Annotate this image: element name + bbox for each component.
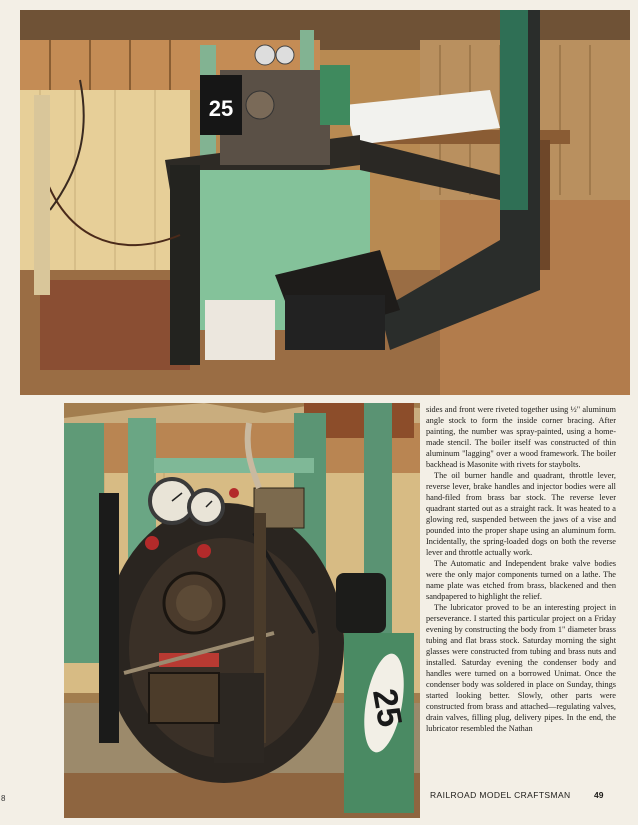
edge-page-mark: 8 xyxy=(1,794,6,803)
article-paragraph: The oil burner handle and quadrant, throttle lever, reverse lever, brake handles and injector bodies were all hand-filed from brass bar stock. The reverse lever quadrant started out as a straight rack. It was heated to a glowing red, suspended between the jaws of a vise and pounded into the proper shape using an aluminum form. Incidentally, the spring-loaded dogs on both the reverse lever and throttle actually work. xyxy=(426,471,616,557)
number-plate-bottom: 25 xyxy=(364,685,409,730)
photo-cab-mockup-overview xyxy=(20,10,630,395)
photo-backhead-closeup xyxy=(64,403,420,818)
number-plate-top: 25 xyxy=(208,96,234,121)
article-body xyxy=(426,404,616,790)
article-paragraph: sides and front were riveted together using ½" aluminum angle stock to form the inside corner bracing. After painting, the number was spray-painted, using a home-made stencil. The boiler itself was constructed of thin aluminum "lagging" over a wood framework. The boiler backhead is Masonite with rivets for staybolts. xyxy=(426,405,616,469)
article-paragraph: The Automatic and Independent brake valve bodies were the only major components turned on a lathe. The name plate was etched from brass, blackened and then sandpapered to highlight the relief. xyxy=(426,559,616,601)
page-number: 49 xyxy=(594,790,604,800)
article-paragraph: The lubricator proved to be an interesting project in perseverance. I started this particular project on a Friday evening by constructing the body from 1" diameter brass tubing and flat brass stock. Saturday morning the sight glasses were constructed from tubing and brass nuts and installed. Saturday evening the condenser body and handles were turned on a borrowed Unimat. Once the condenser body was soldered in place on Sunday, things started looking better. Slowly, other parts were constructed from brass and attached—regulating valves, drain valves, filling plug, delivery pipes. In the end, the lubricator resembled the Nathan xyxy=(426,603,616,733)
journal-name: RAILROAD MODEL CRAFTSMAN xyxy=(430,790,571,800)
